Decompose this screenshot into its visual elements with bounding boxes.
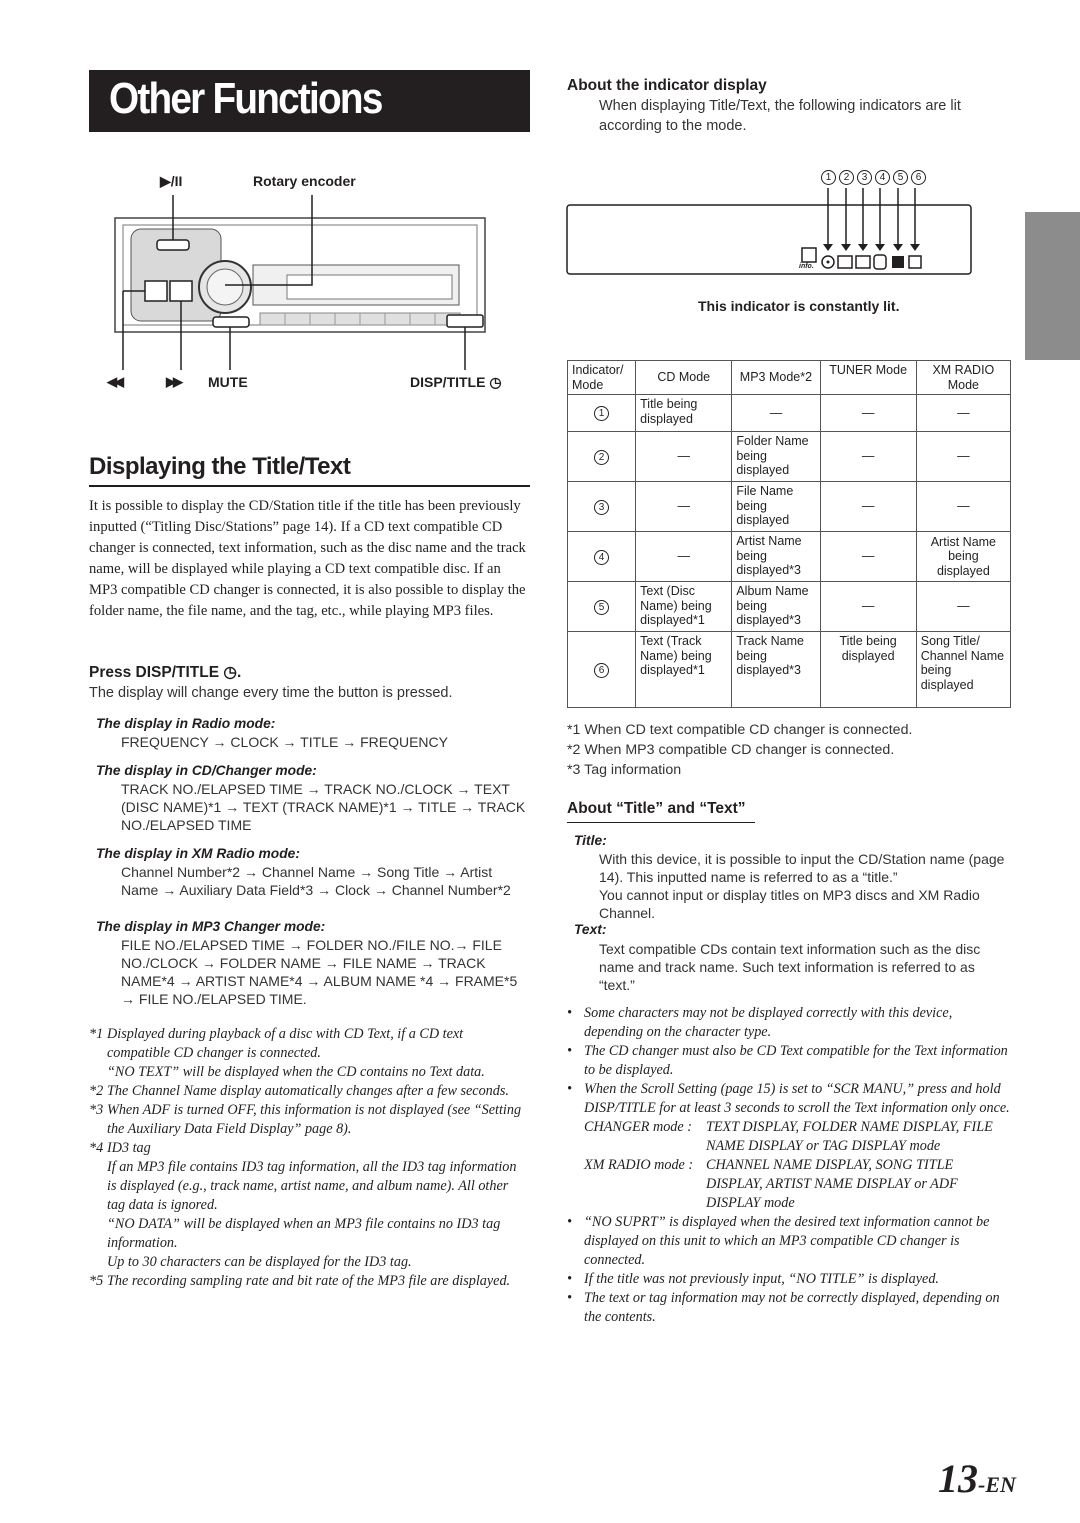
section-title: Displaying the Title/Text — [89, 453, 351, 480]
xm-mode-label: XM RADIO mode : — [584, 1157, 694, 1173]
indicator-number: 3 — [594, 500, 609, 515]
disp-title-text: DISP/TITLE — [410, 374, 486, 390]
about-rule — [567, 822, 755, 823]
footnote-text: Up to 30 characters can be displayed for the ID3 tag. — [107, 1254, 412, 1270]
footnotes-left — [89, 1025, 529, 1291]
lit-caption: This indicator is constantly lit. — [698, 298, 900, 314]
info-label: info. — [799, 263, 814, 270]
table-cell: Track Name being displayed*3 — [732, 632, 820, 708]
page-number-suffix: -EN — [978, 1472, 1016, 1497]
next-track-label: ▶▶ — [166, 374, 180, 389]
footnote — [89, 1063, 529, 1082]
title-text-2: You cannot input or display titles on MP3 discs and XM Radio Channel. — [599, 887, 980, 921]
mode-heading-mp3: The display in MP3 Changer mode: — [96, 919, 326, 934]
press-prefix: Press — [89, 664, 132, 681]
table-cell: — — [820, 532, 916, 582]
indicator-text: When displaying Title/Text, the following indicators are lit according to the mode. — [599, 98, 961, 134]
footnote-text: ID3 tag — [107, 1140, 151, 1156]
table-cell — [568, 632, 636, 708]
table-cell: Artist Name being displayed*3 — [732, 532, 820, 582]
table-header: XM RADIO Mode — [916, 361, 1010, 395]
table-cell — [568, 532, 636, 582]
footnote — [89, 1082, 529, 1101]
table-cell: File Name being displayed — [732, 482, 820, 532]
table-cell: — — [820, 582, 916, 632]
footnote-text: If an MP3 file contains ID3 tag information, all the ID3 tag information is displayed (e.g., track name, artist name, and album name). All other tag data is ignored. — [107, 1159, 517, 1213]
table-cell: Title being displayed — [636, 395, 732, 432]
mode-text-cd: TRACK NO./ELAPSED TIME → TRACK NO./CLOCK → TEXT (DISC NAME)*1 → TEXT (TRACK NAME)*1 → TITLE → TRACK NO./ELAPSED TIME — [121, 781, 526, 833]
play-pause-label: ▶/II — [160, 173, 183, 189]
list-item: • When the Scroll Setting (page 15) is set to “SCR MANU,” press and hold DISP/TITLE for at least 3 seconds to scroll the Text information only once. — [567, 1081, 1010, 1116]
footnotes-right — [567, 720, 912, 780]
table-cell — [568, 395, 636, 432]
footnote-mark: *2 — [89, 1083, 104, 1099]
indicator-mode-table — [567, 360, 1011, 708]
table-cell: Folder Name being displayed — [732, 432, 820, 482]
footnote-text: “NO TEXT” will be displayed when the CD contains no Text data. — [107, 1064, 485, 1080]
footnote-mark: *4 — [89, 1140, 104, 1156]
prev-track-label: ◀◀ — [107, 374, 121, 389]
list-item: • Some characters may not be displayed correctly with this device, depending on the character type. — [567, 1005, 953, 1040]
mode-text-radio: FREQUENCY → CLOCK → TITLE → FREQUENCY — [121, 734, 448, 750]
table-cell: — — [916, 432, 1010, 482]
list-item-text: The CD changer must also be CD Text compatible for the Text information to be displayed. — [584, 1043, 1008, 1078]
list-item: • “NO SUPRT” is displayed when the desired text information cannot be displayed on this unit to which an MP3 compatible CD changer is connected. — [567, 1214, 990, 1268]
list-item-text: Some characters may not be displayed correctly with this device, depending on the character type. — [584, 1005, 953, 1040]
list-item-text: If the title was not previously input, “NO TITLE” is displayed. — [584, 1271, 939, 1287]
disp-title-label — [410, 374, 502, 391]
table-cell: Text (Disc Name) being displayed*1 — [636, 582, 732, 632]
section-rule — [89, 485, 530, 487]
table-row — [568, 432, 1011, 482]
footnote — [89, 1101, 529, 1139]
indicator-number: 1 — [821, 170, 836, 185]
footnote — [89, 1025, 529, 1063]
footnote-mark: *1 — [89, 1026, 104, 1042]
indicator-heading: About the indicator display — [567, 77, 767, 94]
table-cell — [568, 432, 636, 482]
footnote — [89, 1272, 529, 1291]
table-cell: Album Name being displayed*3 — [732, 582, 820, 632]
table-cell: Song Title/ Channel Name being displayed — [916, 632, 1010, 708]
changer-mode-value: TEXT DISPLAY, FOLDER NAME DISPLAY, FILE NAME DISPLAY or TAG DISPLAY mode — [706, 1119, 993, 1154]
clock-icon: ◷ — [489, 374, 502, 390]
table-row — [568, 482, 1011, 532]
indicator-number: 5 — [893, 170, 908, 185]
list-item-text: When the Scroll Setting (page 15) is set to “SCR MANU,” press and hold DISP/TITLE for at least 3 seconds to scroll the Text information only once. — [584, 1081, 1010, 1116]
table-cell: Title being displayed — [820, 632, 916, 708]
table-header: CD Mode — [636, 361, 732, 395]
indicator-number: 4 — [594, 550, 609, 565]
table-cell: — — [820, 482, 916, 532]
table-cell: — — [732, 395, 820, 432]
table-header-row — [568, 361, 1011, 395]
mode-heading-xm: The display in XM Radio mode: — [96, 846, 300, 861]
indicator-number: 1 — [594, 406, 609, 421]
indicator-number: 5 — [594, 600, 609, 615]
table-cell: — — [636, 482, 732, 532]
table-cell: — — [916, 395, 1010, 432]
footnote — [89, 1139, 529, 1158]
press-key: DISP/TITLE — [135, 664, 220, 681]
indicator-number: 2 — [594, 450, 609, 465]
clock-icon: ◷ — [223, 664, 237, 681]
indicator-display-diagram — [566, 186, 976, 278]
xm-mode-value: CHANNEL NAME DISPLAY, SONG TITLE DISPLAY, ARTIST NAME DISPLAY or ADF DISPLAY mode — [706, 1157, 958, 1211]
footnote-mark: *3 — [89, 1102, 104, 1118]
about-heading: About “Title” and “Text” — [567, 800, 746, 817]
press-instruction: Press DISP/TITLE ◷. — [89, 664, 242, 681]
mute-label: MUTE — [208, 374, 248, 390]
indicator-numbers — [821, 170, 926, 185]
mode-text-xm: Channel Number*2 → Channel Name → Song Title → Artist Name → Auxiliary Data Field*3 → Clock → Channel Number*2 — [121, 864, 511, 898]
footnote — [89, 1253, 529, 1272]
head-unit-diagram — [95, 165, 525, 405]
footnote-text: When ADF is turned OFF, this information is not displayed (see “Setting the Auxiliary Data Field Display” page 8). — [107, 1102, 522, 1137]
changer-mode-line — [567, 1118, 1012, 1213]
title-label: Title: — [574, 833, 607, 848]
footnote-text: Displayed during playback of a disc with CD Text, if a CD text compatible CD changer is connected. — [107, 1026, 464, 1061]
indicator-number: 3 — [857, 170, 872, 185]
footnote — [89, 1215, 529, 1253]
title-text-1: With this device, it is possible to input the CD/Station name (page 14). This inputted name is referred to as a “title.” — [599, 851, 1005, 885]
notes-list — [567, 1004, 1012, 1327]
footnote-text: The Channel Name display automatically changes after a few seconds. — [107, 1083, 509, 1099]
title-text — [599, 850, 1009, 922]
footnote: *2 When MP3 compatible CD changer is connected. — [567, 742, 895, 758]
page-title: Other Functions — [109, 74, 382, 123]
footnote: *3 Tag information — [567, 762, 682, 778]
table-header: Indicator/ Mode — [568, 361, 636, 395]
table-cell: — — [916, 482, 1010, 532]
table-cell: — — [820, 432, 916, 482]
changer-mode-label: CHANGER mode : — [584, 1119, 692, 1135]
table-row — [568, 632, 1011, 708]
footnote-text: “NO DATA” will be displayed when an MP3 file contains no ID3 tag information. — [107, 1216, 501, 1251]
table-cell — [568, 482, 636, 532]
mode-heading-radio: The display in Radio mode: — [96, 716, 276, 731]
list-item: • The text or tag information may not be correctly displayed, depending on the contents. — [567, 1290, 1000, 1325]
table-header: TUNER Mode — [820, 361, 916, 395]
mode-heading-cd: The display in CD/Changer mode: — [96, 763, 317, 778]
list-item: • The CD changer must also be CD Text compatible for the Text information to be displayed. — [567, 1043, 1008, 1078]
section-intro: It is possible to display the CD/Station title if the title has been previously inputted (“Titling Disc/Stations” page 14). If a CD text compatible CD changer is connected, text information, such as the disc name and the track name, will be displayed while playing a CD text compatible disc. If an MP3 compatible CD changer is connected, it is also possible to display the folder name, the file name, and the tag, etc., while playing MP3 files. — [89, 498, 526, 619]
footnote: *1 When CD text compatible CD changer is connected. — [567, 722, 913, 738]
indicator-number: 2 — [839, 170, 854, 185]
table-cell: — — [636, 532, 732, 582]
indicator-number: 6 — [911, 170, 926, 185]
page-title-bar — [89, 70, 530, 132]
list-item: • If the title was not previously input, “NO TITLE” is displayed. — [567, 1271, 939, 1287]
table-cell: — — [916, 582, 1010, 632]
table-cell: Artist Name being displayed — [916, 532, 1010, 582]
list-item-text: “NO SUPRT” is displayed when the desired text information cannot be displayed on this unit to which an MP3 compatible CD changer is connected. — [584, 1214, 990, 1268]
table-cell: — — [636, 432, 732, 482]
footnote — [89, 1158, 529, 1215]
list-item-text: The text or tag information may not be correctly displayed, depending on the contents. — [584, 1290, 1000, 1325]
text-description: Text compatible CDs contain text information such as the disc name and track name. Such text information is referred to as “text.” — [599, 941, 981, 993]
mode-text-mp3: FILE NO./ELAPSED TIME → FOLDER NO./FILE NO.→ FILE NO./CLOCK → FOLDER NAME → FILE NAME → TRACK NAME*4 → ARTIST NAME*4 → ALBUM NAME *4 → FRAME*5 → FILE NO./ELAPSED TIME. — [121, 937, 518, 1007]
text-label: Text: — [574, 922, 607, 937]
table-cell — [568, 582, 636, 632]
rotary-encoder-label: Rotary encoder — [253, 173, 356, 189]
press-description: The display will change every time the button is pressed. — [89, 685, 453, 701]
page-number — [938, 1455, 1016, 1502]
indicator-number: 4 — [875, 170, 890, 185]
page-number-value: 13 — [938, 1456, 978, 1501]
table-row — [568, 582, 1011, 632]
side-tab — [1025, 212, 1080, 360]
footnote-text: The recording sampling rate and bit rate of the MP3 file are displayed. — [107, 1273, 511, 1289]
table-row — [568, 532, 1011, 582]
table-row — [568, 395, 1011, 432]
indicator-number: 6 — [594, 663, 609, 678]
table-cell: Text (Track Name) being displayed*1 — [636, 632, 732, 708]
footnote-mark: *5 — [89, 1273, 104, 1289]
table-header: MP3 Mode*2 — [732, 361, 820, 395]
table-cell: — — [820, 395, 916, 432]
